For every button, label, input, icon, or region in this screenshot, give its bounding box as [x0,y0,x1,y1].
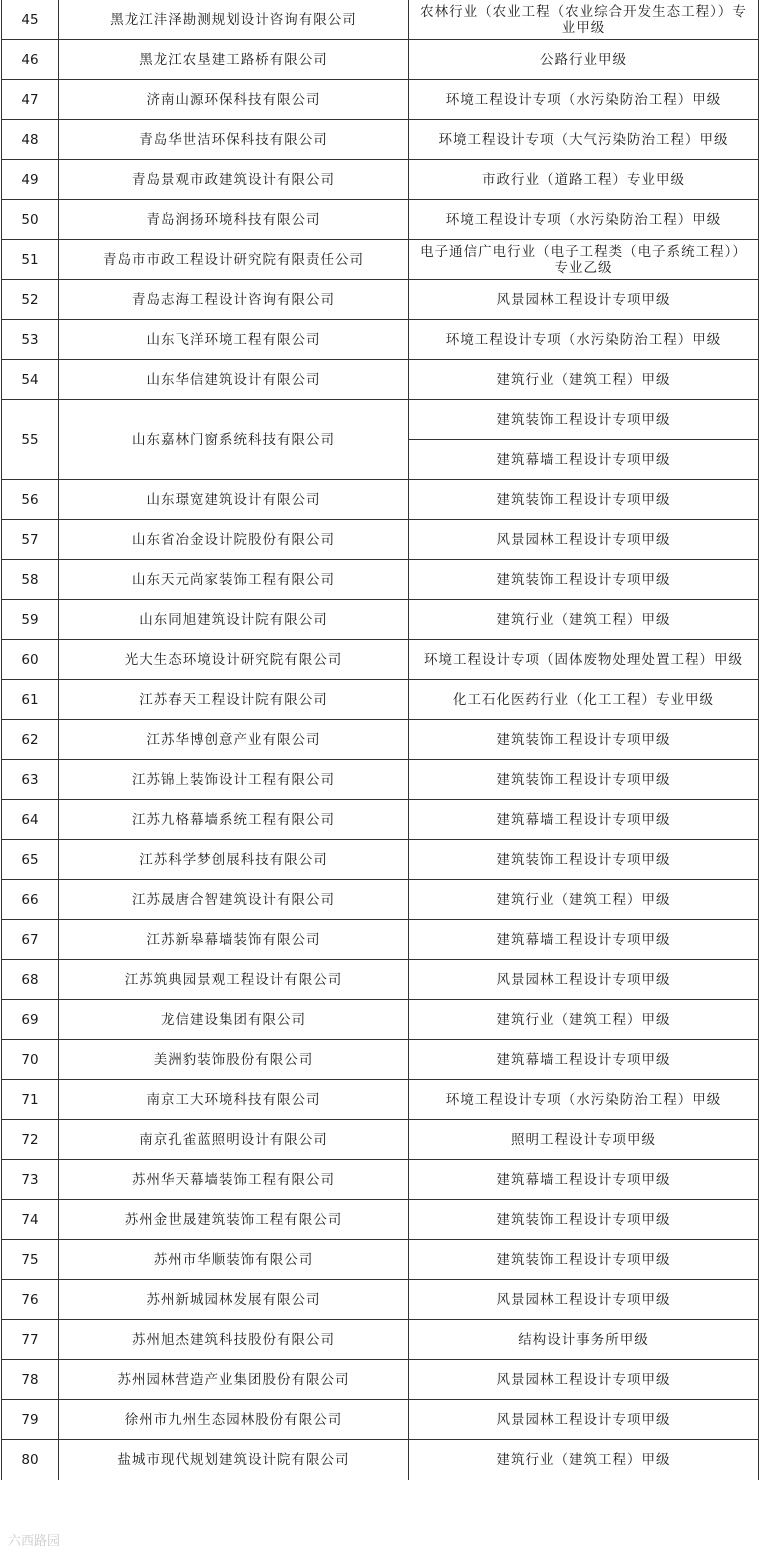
company-name-cell: 江苏筑典园景观工程设计有限公司 [59,960,409,1000]
company-name-cell: 江苏科学梦创展科技有限公司 [59,840,409,880]
company-name-cell: 青岛市市政工程设计研究院有限责任公司 [59,240,409,280]
table-body [2,0,759,1480]
company-name-cell: 黑龙江沣泽勘测规划设计咨询有限公司 [59,0,409,40]
table-row [2,1440,759,1480]
qualification-cell: 环境工程设计专项（水污染防治工程）甲级 [409,1080,759,1120]
table-row [2,1200,759,1240]
qualification-cell: 风景园林工程设计专项甲级 [409,280,759,320]
qualification-cell: 建筑幕墙工程设计专项甲级 [409,920,759,960]
qualification-cell: 建筑行业（建筑工程）甲级 [409,360,759,400]
row-number-cell: 67 [2,920,59,960]
qualification-cell: 建筑幕墙工程设计专项甲级 [409,800,759,840]
row-number-cell: 65 [2,840,59,880]
row-number-cell: 52 [2,280,59,320]
qualification-cell: 化工石化医药行业（化工工程）专业甲级 [409,680,759,720]
qualification-cell: 建筑行业（建筑工程）甲级 [409,1000,759,1040]
qualification-cell: 环境工程设计专项（固体废物处理处置工程）甲级 [409,640,759,680]
qualification-cell: 结构设计事务所甲级 [409,1320,759,1360]
row-number-cell: 66 [2,880,59,920]
table-row [2,960,759,1000]
table-row [2,680,759,720]
qualification-cell: 建筑幕墙工程设计专项甲级 [409,440,759,480]
row-number-cell: 53 [2,320,59,360]
qualification-cell: 建筑装饰工程设计专项甲级 [409,400,759,440]
company-name-cell: 山东嘉林门窗系统科技有限公司 [59,400,409,480]
table-row [2,1000,759,1040]
row-number-cell: 45 [2,0,59,40]
row-number-cell: 50 [2,200,59,240]
row-number-cell: 80 [2,1440,59,1480]
row-number-cell: 47 [2,80,59,120]
company-name-cell: 苏州华天幕墙装饰工程有限公司 [59,1160,409,1200]
row-number-cell: 75 [2,1240,59,1280]
table-row [2,1240,759,1280]
table-row [2,1320,759,1360]
company-name-cell: 江苏华博创意产业有限公司 [59,720,409,760]
qualification-cell: 农林行业（农业工程（农业综合开发生态工程））专业甲级 [409,0,759,40]
qualification-cell: 照明工程设计专项甲级 [409,1120,759,1160]
row-number-cell: 56 [2,480,59,520]
table-row [2,200,759,240]
company-name-cell: 美洲豹装饰股份有限公司 [59,1040,409,1080]
table-row [2,720,759,760]
table-row [2,760,759,800]
company-name-cell: 龙信建设集团有限公司 [59,1000,409,1040]
watermark: 六西路园 [8,1534,61,1549]
company-name-cell: 苏州市华顺装饰有限公司 [59,1240,409,1280]
company-name-cell: 江苏锦上装饰设计工程有限公司 [59,760,409,800]
company-name-cell: 南京工大环境科技有限公司 [59,1080,409,1120]
company-name-cell: 青岛景观市政建筑设计有限公司 [59,160,409,200]
company-name-cell: 山东省冶金设计院股份有限公司 [59,520,409,560]
row-number-cell: 48 [2,120,59,160]
row-number-cell: 62 [2,720,59,760]
company-name-cell: 苏州旭杰建筑科技股份有限公司 [59,1320,409,1360]
qualification-table [1,0,759,1480]
row-number-cell: 59 [2,600,59,640]
row-number-cell: 57 [2,520,59,560]
company-name-cell: 山东飞洋环境工程有限公司 [59,320,409,360]
qualification-cell: 建筑行业（建筑工程）甲级 [409,600,759,640]
company-name-cell: 苏州金世晟建筑装饰工程有限公司 [59,1200,409,1240]
qualification-cell: 环境工程设计专项（大气污染防治工程）甲级 [409,120,759,160]
qualification-cell: 建筑装饰工程设计专项甲级 [409,840,759,880]
row-number-cell: 77 [2,1320,59,1360]
table-row [2,560,759,600]
company-name-cell: 南京孔雀蓝照明设计有限公司 [59,1120,409,1160]
row-number-cell: 72 [2,1120,59,1160]
company-name-cell: 黑龙江农垦建工路桥有限公司 [59,40,409,80]
company-name-cell: 山东同旭建筑设计院有限公司 [59,600,409,640]
company-name-cell: 苏州园林营造产业集团股份有限公司 [59,1360,409,1400]
company-name-cell: 江苏新皋幕墙装饰有限公司 [59,920,409,960]
table-row [2,1040,759,1080]
qualification-cell: 建筑装饰工程设计专项甲级 [409,1240,759,1280]
table-row [2,600,759,640]
qualification-cell: 建筑幕墙工程设计专项甲级 [409,1160,759,1200]
company-name-cell: 徐州市九州生态园林股份有限公司 [59,1400,409,1440]
table-row [2,800,759,840]
table-row [2,40,759,80]
table-row [2,160,759,200]
row-number-cell: 69 [2,1000,59,1040]
row-number-cell: 68 [2,960,59,1000]
table-row [2,920,759,960]
row-number-cell: 76 [2,1280,59,1320]
company-name-cell: 光大生态环境设计研究院有限公司 [59,640,409,680]
qualification-cell: 环境工程设计专项（水污染防治工程）甲级 [409,200,759,240]
table-row [2,1120,759,1160]
company-name-cell: 江苏晟唐合智建筑设计有限公司 [59,880,409,920]
row-number-cell: 49 [2,160,59,200]
qualification-cell: 风景园林工程设计专项甲级 [409,1400,759,1440]
qualification-cell: 建筑装饰工程设计专项甲级 [409,1200,759,1240]
company-name-cell: 盐城市现代规划建筑设计院有限公司 [59,1440,409,1480]
company-name-cell: 江苏春天工程设计院有限公司 [59,680,409,720]
qualification-cell: 环境工程设计专项（水污染防治工程）甲级 [409,80,759,120]
row-number-cell: 51 [2,240,59,280]
qualification-cell: 建筑装饰工程设计专项甲级 [409,720,759,760]
row-number-cell: 55 [2,400,59,480]
row-number-cell: 70 [2,1040,59,1080]
row-number-cell: 46 [2,40,59,80]
row-number-cell: 79 [2,1400,59,1440]
qualification-cell: 风景园林工程设计专项甲级 [409,1280,759,1320]
qualification-cell: 市政行业（道路工程）专业甲级 [409,160,759,200]
table-row [2,360,759,400]
qualification-cell: 建筑装饰工程设计专项甲级 [409,480,759,520]
qualification-cell: 风景园林工程设计专项甲级 [409,960,759,1000]
qualification-cell: 建筑幕墙工程设计专项甲级 [409,1040,759,1080]
row-number-cell: 64 [2,800,59,840]
company-name-cell: 山东璟宽建筑设计有限公司 [59,480,409,520]
qualification-cell: 风景园林工程设计专项甲级 [409,1360,759,1400]
row-number-cell: 71 [2,1080,59,1120]
company-name-cell: 青岛华世洁环保科技有限公司 [59,120,409,160]
table-row [2,1280,759,1320]
qualification-cell: 建筑行业（建筑工程）甲级 [409,880,759,920]
company-name-cell: 青岛润扬环境科技有限公司 [59,200,409,240]
table-row [2,1400,759,1440]
table-row [2,840,759,880]
qualification-cell: 建筑行业（建筑工程）甲级 [409,1440,759,1480]
company-name-cell: 江苏九格幕墙系统工程有限公司 [59,800,409,840]
table-row [2,280,759,320]
company-name-cell: 青岛志海工程设计咨询有限公司 [59,280,409,320]
row-number-cell: 61 [2,680,59,720]
table-row [2,240,759,280]
row-number-cell: 54 [2,360,59,400]
qualification-cell: 公路行业甲级 [409,40,759,80]
table-row [2,320,759,360]
row-number-cell: 63 [2,760,59,800]
table-row [2,0,759,40]
company-name-cell: 苏州新城园林发展有限公司 [59,1280,409,1320]
table-row [2,400,759,440]
table-row [2,520,759,560]
company-name-cell: 山东华信建筑设计有限公司 [59,360,409,400]
qualification-cell: 环境工程设计专项（水污染防治工程）甲级 [409,320,759,360]
qualification-cell: 建筑装饰工程设计专项甲级 [409,560,759,600]
table-row [2,80,759,120]
qualification-cell: 建筑装饰工程设计专项甲级 [409,760,759,800]
row-number-cell: 58 [2,560,59,600]
qualification-cell: 电子通信广电行业（电子工程类（电子系统工程））专业乙级 [409,240,759,280]
qualification-cell: 风景园林工程设计专项甲级 [409,520,759,560]
row-number-cell: 74 [2,1200,59,1240]
company-name-cell: 济南山源环保科技有限公司 [59,80,409,120]
table-row [2,640,759,680]
table-row [2,1360,759,1400]
row-number-cell: 60 [2,640,59,680]
table-row [2,880,759,920]
table-row [2,120,759,160]
row-number-cell: 73 [2,1160,59,1200]
company-name-cell: 山东天元尚家装饰工程有限公司 [59,560,409,600]
table-row [2,1160,759,1200]
table-row [2,1080,759,1120]
row-number-cell: 78 [2,1360,59,1400]
table-row [2,480,759,520]
